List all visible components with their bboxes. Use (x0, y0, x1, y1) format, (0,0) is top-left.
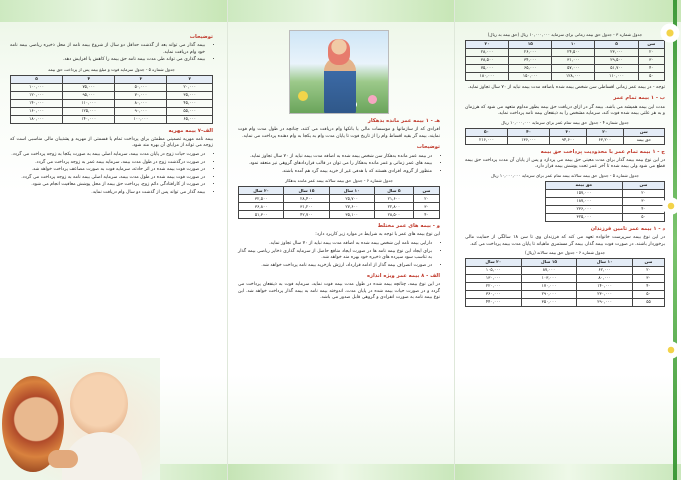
table-caption: جدول شماره ۶ - جدول حق بیمه سالانه (ریال) (524, 250, 606, 256)
table-cell: ۳۵,۱۰۰ (329, 211, 374, 219)
father-child-photo (289, 30, 389, 114)
table-cell: ۲۰ (622, 189, 664, 197)
table-cell: ۲۱,۶۰۰ (374, 195, 413, 203)
top-banner (455, 0, 681, 22)
table-header: ۱۵ سال (521, 258, 577, 266)
daisy-decoration (661, 340, 681, 360)
table-cell: ۵۵,۰۰۰ (167, 107, 213, 115)
table-header: ۱۰ سال (577, 258, 633, 266)
section-heading: د - ۱ بیمه عمر تامین فرزندان (590, 225, 665, 232)
table-header: ۲۰ سال (239, 187, 284, 195)
table-cell: ۱۲۵,۰۰۰ (63, 107, 115, 115)
table-header: ۲۰ (586, 128, 623, 136)
table-cell: ۵۱,۳۰۰ (239, 211, 284, 219)
notes-heading: توضیحات (189, 34, 213, 40)
table-caption: جدول شماره ۴ - جدول حق بیمه تمام عمر برای سرمایه ۱۰,۰۰۰,۰۰۰ ریال (501, 119, 629, 125)
table-cell: ۱۲۰,۰۰۰ (11, 91, 63, 99)
group-list (238, 241, 440, 269)
table-cell: ۳۲,۵۰۰ (239, 195, 284, 203)
list-item: • منظور از گروه، افرادی هستند که با هدفی غیر از خرید بیمه گرد هم آمده باشند. (238, 169, 432, 176)
table-cell: ۵۰ (622, 213, 664, 221)
table-header: سن (413, 187, 439, 195)
table-cell: ۸۰,۰۰۰ (577, 274, 633, 282)
list-item: • در بیمه عمر مانده بدهکار سن شخص بیمه شده به اضافه مدت بیمه نباید از ۷۰ سال تجاوز نماید. (238, 154, 432, 161)
notes-list (10, 43, 213, 64)
table-header: سن (632, 258, 664, 266)
table-cell: ۴۰ (413, 211, 439, 219)
paragraph: بیمه نامه مهریه تضمینی مطمئن برای پرداخت تمام یا قسمتی از مهریه و پشتیبان مالی مناسبی است که زوجه می تواند از مزایای آن بهره مند شود. (10, 136, 213, 149)
table-cell: ۱۰۰,۰۰۰ (11, 83, 63, 91)
table-cell: ۵۰ (638, 72, 664, 80)
table-cell: ۲۴,۵۰۰ (552, 48, 595, 56)
table-cell: ۲۹,۵۰۰ (595, 56, 638, 64)
table-row (546, 213, 665, 221)
table-cell: ۶۲,۰۰۰ (577, 266, 633, 274)
table-cell: ۳۶۰,۰۰۰ (466, 290, 522, 298)
table-caption: جدول شماره ۳ - جدول حق بیمه زمانی برای سرمایه ۱۰,۰۰۰,۰۰۰ ریال (حق بیمه به ریال) (487, 32, 643, 37)
table-row (546, 189, 665, 197)
child-figure (328, 39, 350, 65)
paragraph: در این نوع بیمه، چنانچه بیمه شده در طول مدت بیمه فوت نماید، سرمایه فوت به ذینفعان پرداخت می گردد و در صورت حیات بیمه شده در پایان مدت، اندوخته بیمه نامه به بیمه گذار پرداخت خواهد شد. این نوع بیمه نامه به صورت انفرادی و گروهی قابل صدور می باشد. (238, 282, 440, 301)
table-cell: ۸۰,۰۰۰ (115, 99, 167, 107)
table-cell: ۲۸,۰۰۰ (466, 48, 509, 56)
list-item: • در صورت حیات زوج در پایان مدت بیمه، سرمایه اصلی بیمه به صورت یکجا به زوجه پرداخت می گردد. (10, 152, 205, 159)
table-cell: ۷۵,۰۰۰ (466, 64, 509, 72)
list-item: • دارایی بیمه نامه این شخص بیمه شده به اضافه مدت بیمه نباید از ۷۰ سال تجاوز نماید. (238, 241, 432, 248)
debtor-premium-table (238, 186, 440, 219)
table-cell: ۳۰ (638, 56, 664, 64)
notes-list (238, 154, 440, 176)
list-item: • بیمه گذار می تواند بعد از گذشت حداقل دو سال از شروع بیمه نامه از محل ذخیره ریاضی بیمه نامه خود وام دریافت نماید. (10, 43, 205, 56)
middle-panel (227, 0, 454, 480)
child-premium-table (465, 258, 665, 307)
table-header: ۲۰ (466, 40, 509, 48)
table-cell: ۱۳۶,۰۰۰ (508, 136, 550, 144)
table-cell: ۳۲۵,۰۰۰ (546, 213, 623, 221)
section-heading: ب - ۱ بیمه تمام عمر (613, 95, 665, 102)
table-cell: ۲۰ (632, 266, 664, 274)
table-cell: ۹۵,۰۰۰ (63, 91, 115, 99)
table-header: ۴۰ (508, 128, 550, 136)
table-row (546, 205, 665, 213)
list-item: • بیمه گذاری می تواند طی مدت بیمه نامه حق بیمه را کاهش یا افزایش دهد. (10, 57, 205, 64)
table-row (11, 107, 213, 115)
table-cell: ۸۷,۰۰۰ (521, 266, 577, 274)
table-cell: ۴۵,۰۰۰ (167, 99, 213, 107)
table-caption: جدول شماره ۶ - جدول حق بیمه سالانه بیمه عمر مانده بدهکار (285, 178, 393, 184)
paragraph: در این نوع بیمه سرپرست خانواده تعهد می کند که فرزندان وی تا سن ۱۸ سالگی از حمایت مالی برخوردار باشند. در صورت فوت بیمه گذار، بیمه گر مستمری ماهیانه تا پایان مدت بیمه پرداخت می کند. (465, 235, 666, 247)
flower-shape (298, 91, 308, 101)
table-cell: ۱۴۰,۰۰۰ (11, 99, 63, 107)
premium-table (10, 75, 213, 124)
table-header: ۳ (115, 75, 167, 83)
right-panel (454, 0, 681, 480)
section-heading: الف-۷ بیمه مهریه (168, 127, 213, 134)
section-heading: الف - ۸ بیمه عمر ویژه اندازه (366, 273, 440, 280)
section-heading: هـ - ۱ بیمه عمر مانده بدهکار (367, 118, 440, 124)
table-cell: ۲۳۰,۰۰۰ (577, 290, 633, 298)
table-header: ۲ (167, 75, 213, 83)
paragraph: در این نوع بیمه بیمه گذار برای مدت معینی حق بیمه می پردازد و پس از پایان آن مدت پرداخت حق بیمه قطع می شود ولی بیمه شده تا آخر عمر تحت پوشش بیمه قرار دارد. (465, 157, 665, 170)
couple-list (10, 152, 213, 196)
table-row (466, 64, 665, 72)
table-row (239, 195, 440, 203)
table-header: سن (623, 128, 664, 136)
table-cell: ۱۸۰,۰۰۰ (11, 115, 63, 123)
table-header: حق بیمه (546, 181, 623, 189)
table-row (466, 282, 665, 290)
table-cell: ۱۱۰,۰۰۰ (63, 99, 115, 107)
list-item: • در صورت از کارافتادگی دائم زوج، پرداخت حق بیمه از محل پوشش معافیت انجام می شود. (10, 182, 205, 189)
table-cell: حق بیمه (623, 136, 664, 144)
table-cell: ۳۱,۰۰۰ (552, 56, 595, 64)
table-cell: ۲۲۰,۰۰۰ (466, 282, 522, 290)
table-cell: ۱۸۰,۰۰۰ (466, 72, 509, 80)
table-cell: ۱۰۳,۰۰۰ (521, 274, 577, 282)
table-cell: ۵۰,۰۰۰ (115, 83, 167, 91)
table-cell: ۷۰,۰۰۰ (115, 91, 167, 99)
table-cell: ۱۷۰,۰۰۰ (521, 282, 577, 290)
table-cell: ۲۳۶,۰۰۰ (546, 205, 623, 213)
table-cell: ۵۱,۷۰۰ (595, 64, 638, 72)
table-cell: ۱۳۰,۰۰۰ (466, 274, 522, 282)
flower-shape (368, 95, 377, 104)
table-cell: ۶۵,۰۰۰ (509, 64, 552, 72)
table-cell: ۳۶,۸۰۰ (239, 203, 284, 211)
table-caption: جدول شماره ۵ - جدول سرمایه فوت و مبلغ بیمه پس از پرداخت حق بیمه (48, 66, 175, 72)
table-header: ۱۰ سال (329, 187, 374, 195)
table-row (466, 48, 665, 56)
table-row (466, 290, 665, 298)
table-cell: ۲۰ (638, 48, 664, 56)
table-row (466, 298, 665, 306)
table-cell: ۲۰ (413, 195, 439, 203)
table-cell: ۳۱,۲۰۰ (284, 203, 329, 211)
table-cell: ۹۰,۰۰۰ (115, 107, 167, 115)
table-cell: ۳۰ (413, 203, 439, 211)
table-cell: ۱۴۰,۰۰۰ (577, 282, 633, 290)
table-cell: ۵۷,۰۰۰ (552, 64, 595, 72)
table-cell: ۱۰۰,۰۰۰ (115, 115, 167, 123)
table-cell: ۱۱۰,۰۰۰ (595, 72, 638, 80)
mother-baby-photo (0, 358, 160, 480)
paragraph: این نوع بیمه های عمر با توجه به شرایط در موارد زیر کاربرد دارد: (315, 232, 440, 238)
left-panel (0, 0, 227, 480)
table-cell: ۱۴۰,۰۰۰ (63, 115, 115, 123)
table-row (11, 91, 213, 99)
list-item: • در صورت انصراف بیمه گذار از ادامه قرارداد، ارزش بازخرید بیمه نامه پرداخت خواهد شد. (238, 263, 432, 270)
table-cell: ۲۲,۸۰۰ (374, 203, 413, 211)
table-row (466, 56, 665, 64)
table-cell: ۴۲,۷۰۰ (284, 211, 329, 219)
table-header: ۴ (63, 75, 115, 83)
daisy-decoration (659, 22, 681, 44)
table-row (239, 203, 440, 211)
table-cell: ۵۰ (632, 290, 664, 298)
father-figure (324, 57, 356, 114)
term-premium-table (465, 40, 665, 81)
list-item: • در صورت درگذشت زوج در طول مدت بیمه، سرمایه بیمه عمر به زوجه پرداخت می گردد. (10, 160, 205, 167)
table-header: ۱۵ سال (284, 187, 329, 195)
table-cell: ۲۶,۰۰۰ (509, 48, 552, 56)
table-cell: ۳۴,۰۰۰ (509, 56, 552, 64)
table-cell: ۲۷,۶۰۰ (329, 203, 374, 211)
table-cell: ۲۸,۵۰۰ (374, 211, 413, 219)
table-cell: ۶۵,۰۰۰ (167, 115, 213, 123)
table-header: ۵۰ (466, 128, 508, 136)
table-cell: ۹۴,۶۰۰ (550, 136, 587, 144)
table-header: ۱۰ (552, 40, 595, 48)
paragraph: مدت این بیمه همیشه می باشد. بیمه گر در ازای دریافت حق بیمه بطور مداوم متعهد می شود که هرزمان و به هر علتی بیمه شده فوت کند، سرمایه مشخص را به ذینفعان بیمه نامه پرداخت نماید. (465, 104, 665, 117)
table-cell: ۴۰ (638, 64, 664, 72)
table-cell: ۴۰ (622, 205, 664, 213)
table-row (466, 72, 665, 80)
table-cell: ۴۰ (632, 282, 664, 290)
list-item: • برای ایجاد این نوع بیمه نامه ها در صورت ایجاد منافع حاصل از سرمایه گذاری ذخایر ریاضی بیمه گذار به تناسب سود سپرده های ذخیره خود بهره مند خواهد شد. (238, 249, 432, 262)
table-header: سن (622, 181, 664, 189)
table-row (546, 197, 665, 205)
table-header: سن (638, 40, 664, 48)
notes-heading: توضیحات (416, 144, 440, 151)
table-row (466, 136, 665, 144)
table-cell: ۳۰ (632, 274, 664, 282)
table-cell: ۱۸۷,۰۰۰ (546, 197, 623, 205)
table-row (239, 211, 440, 219)
paragraph: افرادی که از سازمانها و موسسات مالی یا بانکها وام دریافت می کنند، چنانچه در طول مدت وام فوت نمایند، بیمه گر بقیه اقساط وام را از تاریخ فوت تا پایان مدت وام به یکجا به وام دهنده پرداخت می نماید. (238, 127, 440, 139)
table-row (11, 115, 213, 123)
table-header: ۵ (11, 75, 63, 83)
table-cell: ۲۵,۷۰۰ (329, 195, 374, 203)
section-heading: ج - ۱ بیمه تمام عمر با محدودیت پرداخت حق بیمه (540, 148, 665, 155)
table-row (466, 266, 665, 274)
mother-hand (48, 450, 78, 468)
table-cell: ۲۱۶,۰۰۰ (466, 136, 508, 144)
table-row (466, 274, 665, 282)
table-cell: ۲۸,۴۰۰ (284, 195, 329, 203)
table-cell: ۲۹۰,۰۰۰ (577, 298, 633, 306)
table-cell: ۶۳,۲۰۰ (586, 136, 623, 144)
table-cell: ۱۲۸,۰۰۰ (552, 72, 595, 80)
table-header: ۵ سال (374, 187, 413, 195)
baby-face (70, 372, 128, 436)
table-cell: ۵۵ (632, 298, 664, 306)
table-header: ۱۵ (509, 40, 552, 48)
table-cell: ۳۸,۵۰۰ (466, 56, 509, 64)
edge-stripe (673, 0, 677, 480)
table-cell: ۱۵۷,۰۰۰ (546, 189, 623, 197)
table-cell: ۱۵۰,۰۰۰ (509, 72, 552, 80)
table-cell: ۱۰۵,۰۰۰ (466, 266, 522, 274)
table-header: ۵ (595, 40, 638, 48)
section-heading: و - بیمه های عمر مختلط (377, 223, 440, 230)
table-row (11, 83, 213, 91)
table-cell: ۴۴۰,۰۰۰ (466, 298, 522, 306)
table-header: ۳۰ (550, 128, 587, 136)
bottom-banner (228, 464, 454, 480)
table-cell: ۱۶۰,۰۰۰ (11, 107, 63, 115)
list-item: • در صورت فوت بیمه شده در طول مدت بیمه، سرمایه اصلی بیمه نامه به زوجه پرداخت می گردد. (10, 175, 205, 182)
top-banner (0, 0, 227, 22)
bottom-banner (455, 464, 681, 480)
table-cell: ۳۵۰,۰۰۰ (521, 298, 577, 306)
table-row (11, 99, 213, 107)
list-item: • بیمه گذار می تواند پس از گذشت دو سال وام دریافت نماید. (10, 190, 205, 197)
whole-life-table (465, 128, 665, 145)
table-cell: ۲۹۰,۰۰۰ (521, 290, 577, 298)
table-cell: ۲۳,۰۰۰ (595, 48, 638, 56)
table-cell: ۷۵,۰۰۰ (63, 83, 115, 91)
table-header: ۲۰ سال (466, 258, 522, 266)
table-caption: جدول شماره ۵ - جدول حق بیمه سالانه بیمه تمام عمر برای سرمایه ۱۰,۰۰۰,۰۰۰ ریال (491, 172, 639, 178)
table-cell: ۳۰ (622, 197, 664, 205)
list-item: • بیمه های عمر زمانی و عمر مانده بدهکار را می توان در قالب قراردادهای گروهی نیز منعقد نمود. (238, 161, 432, 168)
note-paragraph: توجه - در بیمه عمر زمانی اقساطی سن شخص بیمه شده باضافه مدت بیمه نباید از ۷۰ سال تجاوز نماید. (467, 84, 665, 90)
limited-pay-table (545, 181, 665, 222)
list-item: • در صورت فوت بیمه شده در اثر حادثه، سرمایه فوت به صورت مضاعف پرداخت خواهد شد. (10, 167, 205, 174)
table-cell: ۳۵,۰۰۰ (167, 91, 213, 99)
top-banner (228, 0, 454, 22)
daisy-decoration (661, 196, 681, 216)
table-cell: ۲۰,۰۰۰ (167, 83, 213, 91)
